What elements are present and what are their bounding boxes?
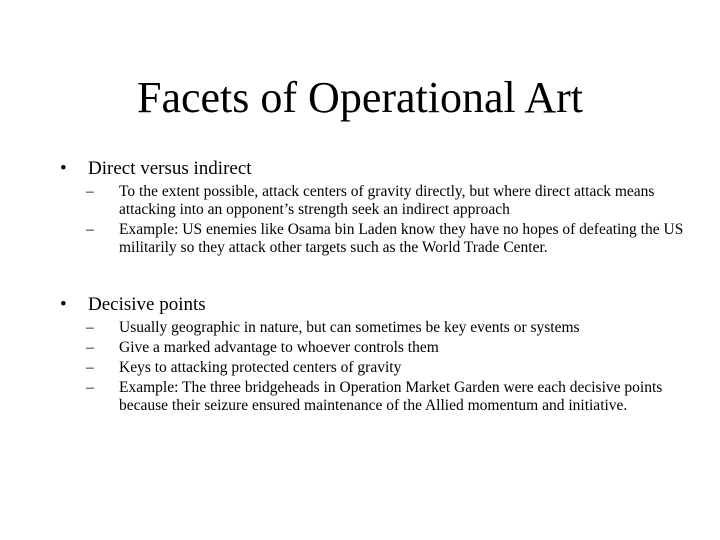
bullet-text: Direct versus indirect [88,158,252,179]
sub-bullet-text: Example: US enemies like Osama bin Laden know they have no hopes of defeating the US militarily so they attack other targets such as the World Trade Center. [119,221,684,256]
sub-bullet-item [56,221,692,257]
bullet-level1 [56,158,692,180]
bullet-text: Decisive points [88,294,206,315]
dash-icon: – [86,339,94,356]
sub-bullet-text: Example: The three bridgeheads in Operation Market Garden were each decisive points because their seizure ensured maintenance of the Allied momentum and initiative. [119,379,663,414]
sub-bullet-text: Keys to attacking protected centers of gravity [119,359,402,376]
slide-title: Facets of Operational Art [137,73,583,122]
sub-bullet-text: Give a marked advantage to whoever controls them [119,339,439,356]
dash-icon: – [86,359,94,376]
sub-bullet-text: To the extent possible, attack centers of gravity directly, but where direct attack means attacking into an opponent’s strength seek an indirect approach [119,183,655,218]
dash-icon: – [86,379,94,396]
sub-bullet-item [56,359,692,377]
dash-icon: – [86,221,94,238]
dash-icon: – [86,183,94,200]
sub-bullet-item [56,379,692,415]
dash-icon: – [86,319,94,336]
sub-bullet-list [56,183,692,257]
sub-bullet-item [56,319,692,337]
sub-bullet-item [56,339,692,357]
bullet-dot-icon: • [60,294,67,315]
sub-bullet-text: Usually geographic in nature, but can sometimes be key events or systems [119,319,580,336]
bullet-level1 [56,294,692,316]
bullet-decisive-points [56,294,692,316]
bullet-direct-versus-indirect [56,158,692,180]
sub-bullet-list [56,319,692,415]
sub-bullet-item [56,183,692,219]
bullet-dot-icon: • [60,158,67,179]
